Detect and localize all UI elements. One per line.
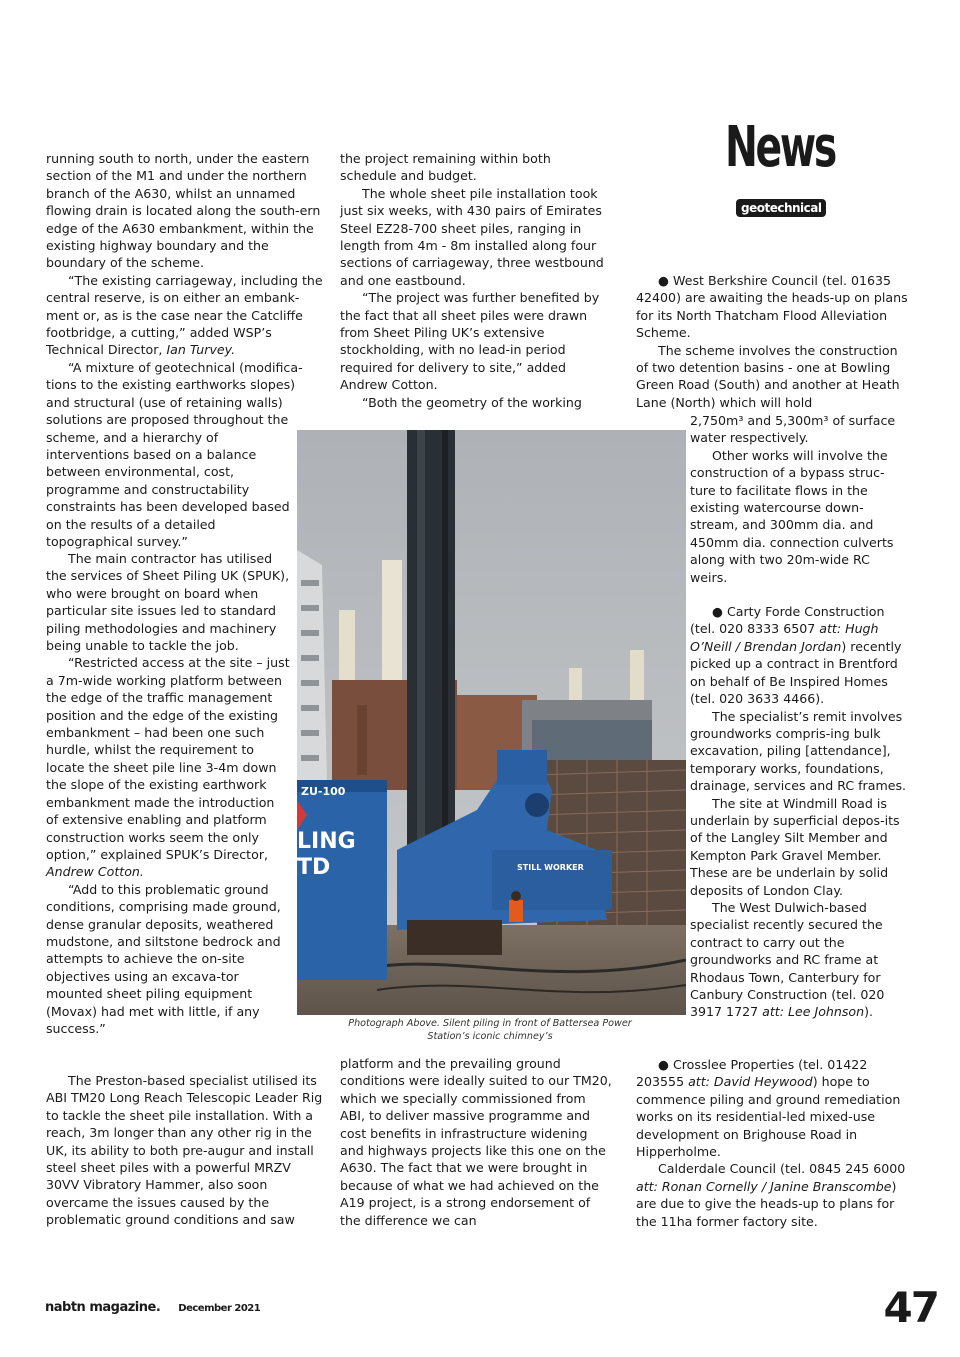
issue-date: December 2021 xyxy=(178,1303,261,1314)
paragraph: Other works will involve the construction of a bypass struc-ture to facilitate flows in the existing watercourse down-stream, and 300mm dia. and 450mm dia. connection culverts along with two 20m-wide RC weirs. xyxy=(690,447,894,585)
paragraph: “Both the geometry of the working xyxy=(362,394,582,410)
column-2-bottom xyxy=(340,1055,612,1229)
paragraph: The main contractor has utilised the services of Sheet Piling UK (SPUK), who were brought on board when particular site issues led to standard piling methodologies and machinery being unable to tackle the job. xyxy=(46,551,290,654)
paragraph: platform and the prevailing ground conditions were ideally suited to our TM20, which we specially commissioned from ABI, to deliver massive programme and cost benefits in infrastructure widening and highways projects like this one on the A630. The fact that we were brought in because of what we had achieved on the A19 project, is a strong endorsement of the difference we can xyxy=(340,1056,612,1228)
page-number: 47 xyxy=(883,1283,938,1332)
column-3-bottom xyxy=(636,1056,908,1230)
magazine-name: nabtn magazine. xyxy=(45,1300,161,1315)
svg-text:TD: TD xyxy=(297,855,331,880)
site-photo xyxy=(297,430,686,1015)
photo-caption: Photograph Above. Silent piling in front of Battersea Power Station’s iconic chimney’s xyxy=(348,1018,632,1042)
paragraph: The specialist’s remit involves groundworks compris-ing bulk excavation, piling [attendance], temporary works, foundations, drainage, services and RC frames. xyxy=(690,708,907,794)
paragraph: “The project was further benefited by the fact that all sheet piles were drawn from Sheet Piling UK’s extensive stockholding, with no lead-in period required for delivery to site,” added Andrew Cotton. xyxy=(340,290,600,393)
machine-label: STILL WORKER xyxy=(517,863,584,872)
column-1 xyxy=(46,150,328,550)
svg-text:LING: LING xyxy=(297,829,356,854)
paragraph: The West Dulwich-based specialist recently secured the contract to carry out the groundworks and RC frame at Rhodaus Town, Canterbury for Canbury Construction (tel. 020 3917 1727 att: Lee Johnson). xyxy=(690,899,885,1020)
news-item: ● West Berkshire Council (tel. 01635 42400) are awaiting the heads-up on plans for its North Thatcham Flood Alleviation Scheme. xyxy=(636,273,908,341)
paragraph: The whole sheet pile installation took just six weeks, with 430 pairs of Emirates Steel EZ28-700 sheet piles, ranging in length from 4m - 8m installed along four sections of carriageway, three westbound and one eastbound. xyxy=(340,185,604,288)
section-title: News xyxy=(725,115,835,180)
piling-rig-image xyxy=(297,430,686,1015)
column-3-wrap xyxy=(690,412,908,1021)
column-1-wrap xyxy=(46,550,290,1037)
rig-label: ZU-100 xyxy=(301,785,346,798)
column-1-bottom xyxy=(46,1072,328,1229)
paragraph: Calderdale Council (tel. 0845 245 6000 att: Ronan Cornelly / Janine Branscombe) are due to give the heads-up to plans for the 11ha former factory site. xyxy=(636,1161,906,1229)
news-item: ● Crosslee Properties (tel. 01422 203555 att: David Heywood) hope to commence piling and ground remediation works on its residential-led mixed-use development on Brighouse Road in Hipperholme. xyxy=(636,1057,901,1160)
paragraph: 2,750m³ and 5,300m³ of surface water respectively. xyxy=(690,413,896,446)
paragraph: “Add to this problematic ground conditions, comprising made ground, dense granular deposits, weathered mudstone, and siltstone bedrock and attempts to achieve the on-site objectives using an excava-tor mounted sheet piling equipment (Movax) had met with little, if any success.” xyxy=(46,881,281,1036)
paragraph: “A mixture of geotechnical (modifica-tions to the existing earthworks slopes) and structural (use of retaining walls) solutions are proposed throughout the scheme, and a hierarchy of interventions based on a balance between environmental, cost, programme and constructability constraints has been developed based on the results of a detailed topographical survey.” xyxy=(46,359,303,549)
footer-magazine xyxy=(45,1300,260,1315)
news-item: ● Carty Forde Construction (tel. 020 8333 6507 att: Hugh O’Neill / Brendan Jordan) recently picked up a contract in Brentford on behalf of Be Inspired Homes (tel. 020 3633 4466). xyxy=(690,604,902,707)
paragraph: running south to north, under the eastern section of the M1 and under the northern branch of the A630, whilst an unnamed flowing drain is located along the south-ern edge of the A630 embankment, within the existing highway boundary and the boundary of the scheme. xyxy=(46,151,321,271)
paragraph: “The existing carriageway, including the central reserve, is on either an embank-ment or, as is the case near the Catcliffe footbridge, a cutting,” added WSP’s Technical Director, Ian Turvey. xyxy=(46,272,323,358)
paragraph: The scheme involves the construction of two detention basins - one at Bowling Green Road (South) and another at Heath Lane (North) which will hold xyxy=(636,342,900,410)
paragraph: The site at Windmill Road is underlain by superficial depos-its of the Langley Silt Member and Kempton Park Gravel Member. These are be underlain by solid deposits of London Clay. xyxy=(690,795,900,898)
paragraph: “Restricted access at the site – just a 7m-wide working platform between the edge of the traffic management position and the edge of the existing embankment – had been one such hurdle, whilst the requirement to locate the sheet pile line 3-4m down the slope of the existing earthwork embankment made the introduction of extensive enabling and platform construction works seem the only option,” explained SPUK’s Director, Andrew Cotton. xyxy=(46,655,290,880)
column-2-top xyxy=(340,150,610,411)
column-3-top xyxy=(636,272,908,411)
paragraph: The Preston-based specialist utilised its ABI TM20 Long Reach Telescopic Leader Rig to tackle the sheet pile installation. With a reach, 3m longer than any other rig in the UK, its ability to both pre-augur and install steel sheet piles with a powerful MRZV 30VV Vibratory Hammer, also soon overcame the issues caused by the problematic ground conditions and saw xyxy=(46,1073,323,1228)
paragraph: the project remaining within both schedule and budget. xyxy=(340,151,551,184)
section-tag: geotechnical xyxy=(736,199,826,217)
